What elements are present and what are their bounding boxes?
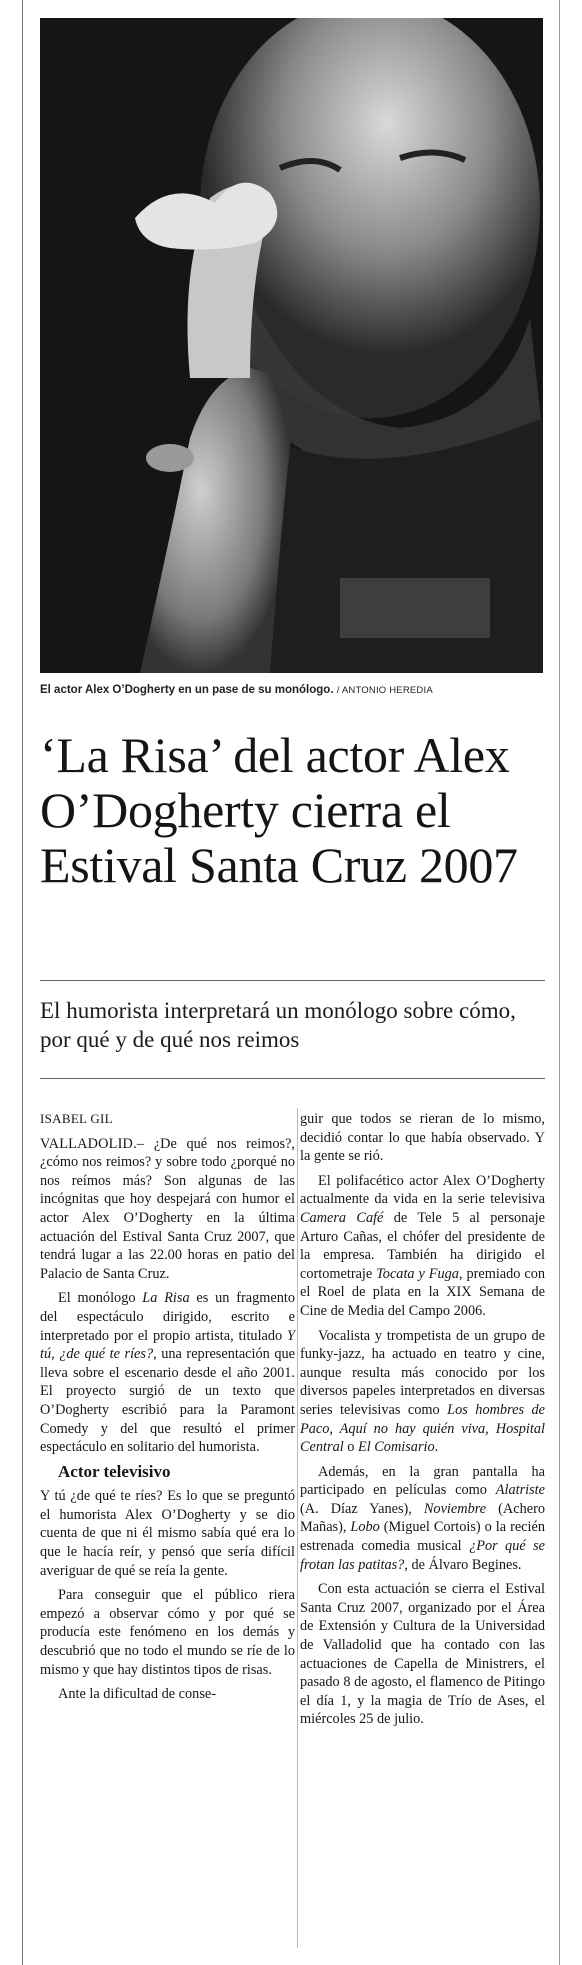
text: (Miguel Cortois) o la recién estrenada comedia musical: [300, 1519, 545, 1555]
text: .: [434, 1439, 439, 1456]
byline: ISABEL GIL: [40, 1111, 113, 1126]
text: de Tele 5 al personaje Arturo Cañas, el chófer del presidente de la empresa. También ha dirigido el cortometraje: [300, 1209, 545, 1282]
paragraph: [40, 1135, 295, 1284]
subheadline: El humorista interpretará un monólogo sobre cómo, por qué y de qué nos reimos: [40, 998, 516, 1052]
paragraph: [40, 1289, 295, 1456]
portrait-photo-icon: [40, 18, 543, 673]
title-italic: Alatriste: [495, 1482, 545, 1499]
paragraph: guir que todos se rieran de lo mismo, decidió contar lo que había observado. Y la gente se rió.: [300, 1111, 545, 1165]
title-italic: El Comisario: [357, 1439, 435, 1456]
title-italic: Camera Café: [300, 1209, 384, 1226]
paragraph-text: ¿De qué nos reimos?, ¿cómo nos reimos? y sobre todo ¿porqué no nos reímos más? Son algunas de las incógnitas que hoy despejará con humor el actor Alex O’Dogherty en la última actuación del Estival Santa Cruz 2007, que tendrá lugar a las 22.00 horas en patio del Palacio de Santa Cruz.: [40, 1135, 295, 1282]
paragraph: [300, 1327, 545, 1457]
text: Vocalista y trompetista de un grupo de funky-jazz, ha actuado en teatro y cine, aunque resulta más conocido por los diversos papeles interpretados en diversas series televisivas como: [300, 1327, 545, 1418]
paragraph: [300, 1172, 545, 1321]
section-heading: Actor televisivo: [58, 1461, 171, 1481]
title-italic: Lobo: [350, 1519, 380, 1536]
column-divider: [297, 1108, 298, 1948]
text: es un fragmento del espectáculo dirigido, escrito e interpretado por el propio artista, titulado: [40, 1290, 295, 1344]
paragraph: Y tú ¿de qué te ríes? Es lo que se preguntó el humorista Alex O’Dogherty y se dio cuenta de que ni él mismo sabía qué era lo que le hacía reír, y pensó que sería difícil averiguar de qué se reía la gente.: [40, 1488, 295, 1579]
title-italic: ¿Por qué se frotan las patitas?: [300, 1538, 545, 1573]
title-italic: Los hombres de Paco, Aquí no hay quién viva, Hospital Central: [300, 1401, 545, 1456]
paragraph: Ante la dificultad de conse-: [58, 1686, 216, 1703]
paragraph: Para conseguir que el público riera empezó a observar cómo y por qué se producía este fenómeno en los demás y descubrió que no todo el mundo se ríe de lo mismo y que hay distintos tipos de risas.: [40, 1587, 295, 1678]
photo-caption: [40, 684, 550, 696]
photo-credit: / ANTONIO HEREDIA: [336, 685, 433, 696]
title-italic: Y tú, ¿de qué te ríes?: [40, 1327, 295, 1363]
page-right-rule: [559, 0, 560, 1965]
paragraph: [300, 1463, 545, 1575]
text: , una representación que lleva sobre el escenario desde el año 2001. El proyecto surgió de un texto que O’Dogherty escribió para la Paramont Comedy y del que resultó el primer espectáculo en solitario del humorista.: [40, 1346, 295, 1456]
divider: [40, 1078, 545, 1079]
title-italic: La Risa: [142, 1290, 190, 1307]
text: , de Álvaro Begines.: [404, 1556, 522, 1573]
divider: [40, 980, 545, 981]
caption-text: El actor Alex O’Dogherty en un pase de su monólogo.: [40, 684, 334, 696]
article-column-1: [40, 1110, 295, 1710]
article-column-2: [300, 1110, 545, 1735]
text: El polifacético actor Alex O’Dogherty actualmente da vida en la serie televisiva: [300, 1172, 545, 1208]
text: El monólogo: [58, 1290, 143, 1307]
title-italic: Tocata y Fuga: [376, 1265, 459, 1282]
article-photo: [40, 18, 543, 673]
headline: ‘La Risa’ del actor Alex O’Dogherty cierra el Estival Santa Cruz 2007: [40, 727, 518, 893]
text: o: [343, 1439, 358, 1456]
text: Además, en la gran pantalla ha participado en películas como: [300, 1463, 545, 1499]
dateline: VALLADOLID.–: [40, 1135, 145, 1152]
text: (A. Díaz Yanes),: [300, 1500, 424, 1517]
title-italic: Noviembre: [423, 1500, 487, 1517]
text: , premiado con el Roel de plata en la XIX Semana de Cine de Media del Campo 2006.: [300, 1265, 546, 1319]
page-left-rule: [22, 0, 23, 1965]
paragraph: Con esta actuación se cierra el Estival Santa Cruz 2007, organizado por el Área de Extensión y Cultura de la Universidad de Valladolid que ha contado con las actuaciones de Capella de Ministrers, el pasado 8 de agosto, el flamenco de Pitingo el día 1, y la magia de Trío de Ases, el miércoles 25 de julio.: [300, 1581, 545, 1728]
text: (Achero Mañas),: [300, 1500, 545, 1536]
